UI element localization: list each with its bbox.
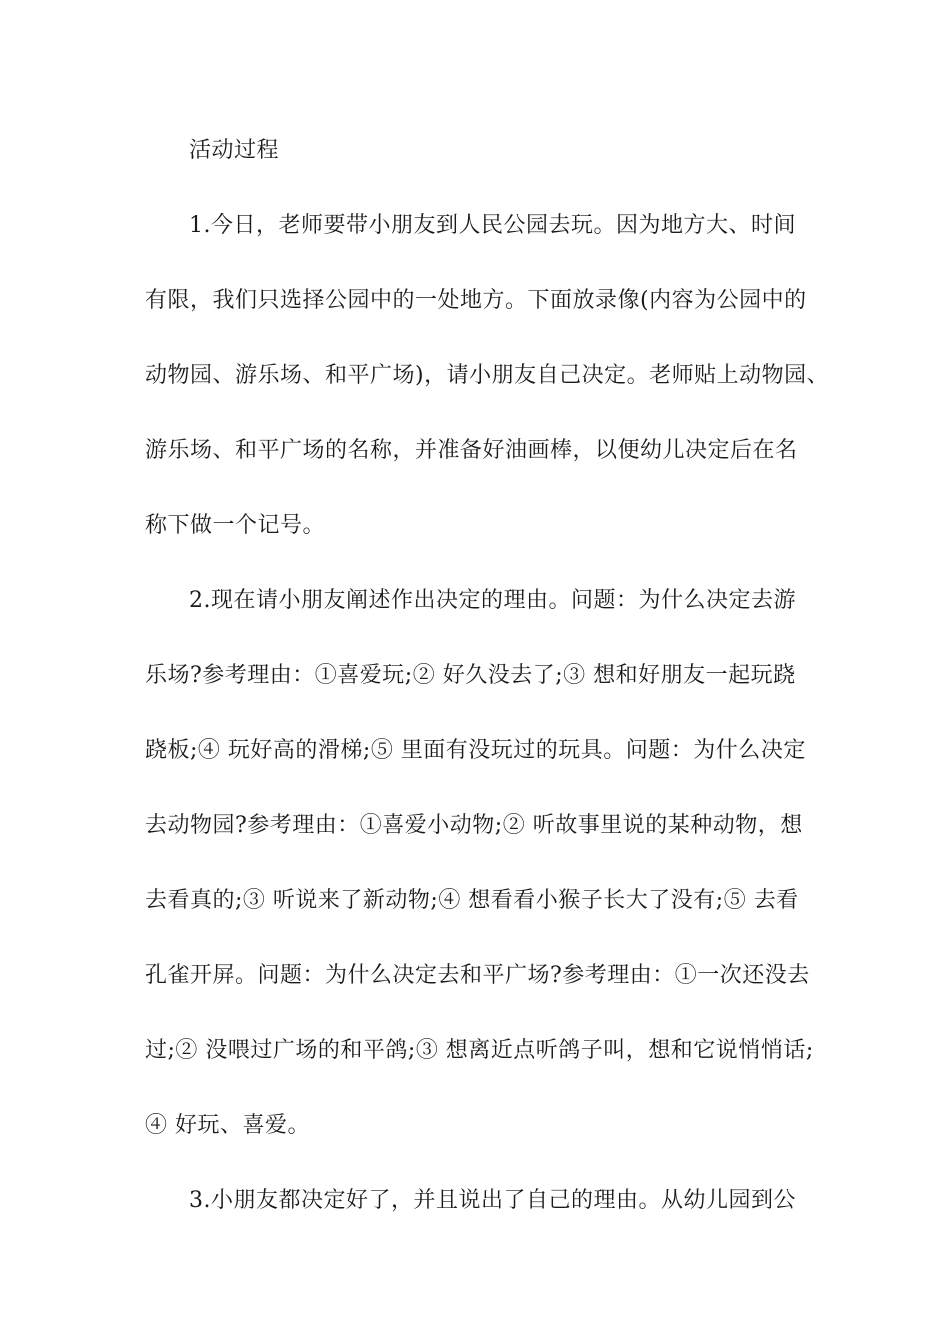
paragraph-line: 3.小朋友都决定好了，并且说出了自己的理由。从幼儿园到公 [189,1188,796,1213]
paragraph-line: ④ 好玩、喜爱。 [145,1113,310,1138]
paragraph-line: 1.今日，老师要带小朋友到人民公园去玩。因为地方大、时间 [189,213,796,238]
paragraph-line: 2.现在请小朋友阐述作出决定的理由。问题：为什么决定去游 [189,588,796,613]
paragraph-line: 去动物园?参考理由：①喜爱小动物;② 听故事里说的某种动物，想 [145,813,803,838]
paragraph-line: 有限，我们只选择公园中的一处地方。下面放录像(内容为公园中的 [145,288,807,313]
paragraph-line: 动物园、游乐场、和平广场)，请小朋友自己决定。老师贴上动物园、 [145,363,830,388]
paragraph-line: 跷板;④ 玩好高的滑梯;⑤ 里面有没玩过的玩具。问题：为什么决定 [145,738,806,763]
section-heading: 活动过程 [189,138,280,163]
paragraph-line: 游乐场、和平广场的名称，并准备好油画棒，以便幼儿决定后在名 [145,438,798,463]
paragraph-line: 去看真的;③ 听说来了新动物;④ 想看看小猴子长大了没有;⑤ 去看 [145,888,799,913]
paragraph-line: 孔雀开屏。问题：为什么决定去和平广场?参考理由：①一次还没去 [145,963,810,988]
paragraph-line: 称下做一个记号。 [145,513,326,538]
paragraph-line: 过;② 没喂过广场的和平鸽;③ 想离近点听鸽子叫，想和它说悄悄话; [145,1038,814,1063]
paragraph-line: 乐场?参考理由：①喜爱玩;② 好久没去了;③ 想和好朋友一起玩跷 [145,663,796,688]
